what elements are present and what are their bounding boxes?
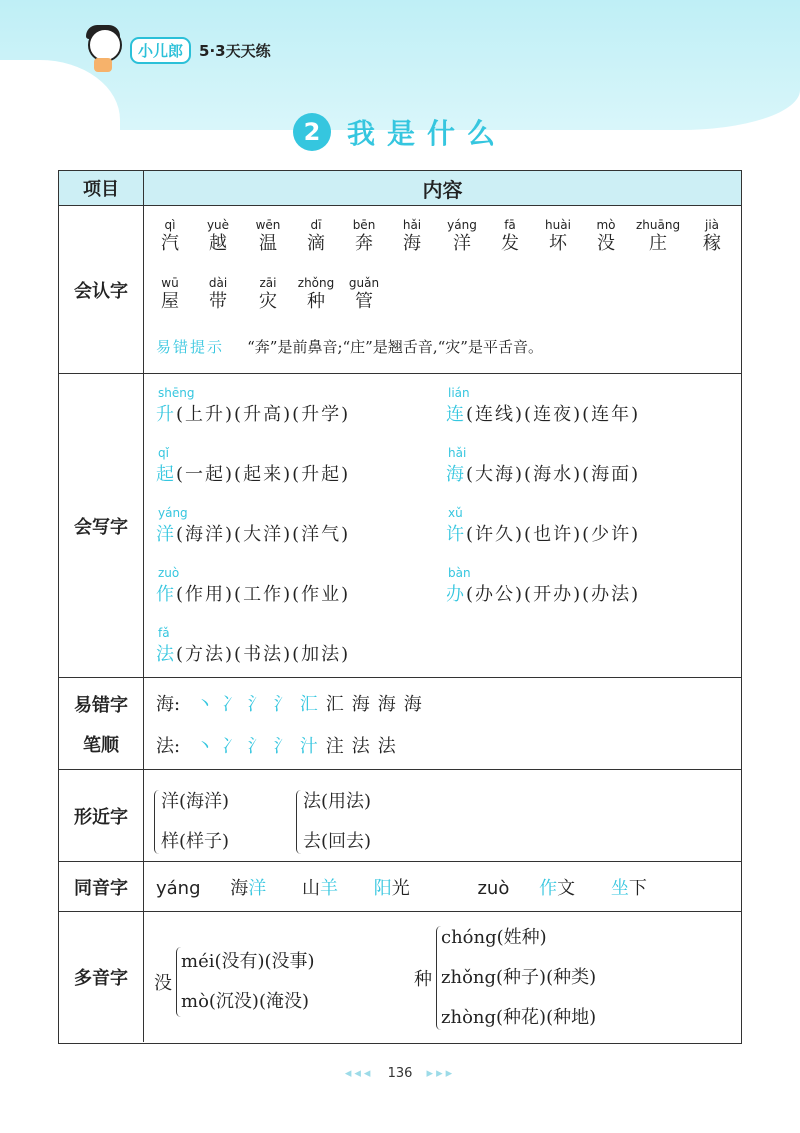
poly-1b: mò(沉没)(淹没) (181, 991, 309, 1012)
hanzi: 海 (403, 233, 421, 254)
pinyin: qì (164, 218, 176, 232)
stroke-step: 丶 (195, 694, 214, 715)
stroke-step: 汁 (299, 736, 318, 757)
recognize-char (148, 276, 192, 314)
hp-1b: 洋 (248, 878, 267, 899)
pinyin: guǎn (348, 276, 380, 290)
hai-char: 海: (156, 694, 181, 715)
recognize-char (196, 276, 240, 314)
hai-stroke-order (156, 690, 426, 716)
write-words: (一起)(起来)(升起) (176, 464, 351, 485)
hanzi: 庄 (649, 233, 667, 254)
pinyin: yáng (447, 218, 477, 232)
write-words: (上升)(升高)(升学) (176, 404, 351, 425)
write-item (156, 506, 350, 546)
pinyin: qǐ (158, 446, 169, 460)
hp-2b: 羊 (320, 878, 338, 899)
series-name: 5·3天天练 (199, 41, 271, 60)
pinyin: wēn (255, 218, 281, 232)
stroke-content (144, 678, 741, 770)
hp-4b: 文 (557, 878, 576, 899)
similar-group-1 (154, 782, 229, 862)
pinyin: yáng (158, 506, 188, 520)
fa-stroke-order (156, 732, 400, 758)
write-char: 法 (156, 644, 176, 665)
recognize-char (342, 218, 386, 256)
lesson-name: 我是什么 (346, 117, 507, 150)
homophone-py-1: yáng (156, 878, 201, 899)
hanzi: 滴 (307, 233, 325, 254)
stroke-row (59, 677, 741, 770)
poly-2a: chóng(姓种) (441, 927, 547, 948)
pinyin: bēn (352, 218, 376, 232)
similar-1a: 洋(海洋) (161, 791, 230, 812)
hp-4a: 作 (539, 878, 558, 899)
recognize-char (690, 218, 734, 256)
polyphone-label: 多音字 (59, 912, 144, 1042)
write-words: (连线)(连夜)(连年) (466, 404, 641, 425)
write-char: 许 (446, 524, 466, 545)
stroke-step: 氵 (247, 736, 266, 757)
pinyin: mò (596, 218, 616, 232)
hanzi: 汽 (161, 233, 179, 254)
hanzi: 发 (501, 233, 519, 254)
stroke-step: 汇 (325, 694, 344, 715)
pinyin: hǎi (402, 218, 422, 232)
stroke-step: 氵 (247, 694, 266, 715)
recognize-char (294, 218, 338, 256)
next-arrows-icon: ▸▸▸ (426, 1066, 456, 1081)
hanzi: 种 (307, 291, 325, 312)
stroke-step: 汇 (299, 694, 318, 715)
recognize-char (294, 276, 338, 314)
write-char: 洋 (156, 524, 176, 545)
stroke-step: 冫 (221, 736, 240, 757)
pinyin: yuè (206, 218, 230, 232)
hanzi: 越 (209, 233, 227, 254)
write-row (59, 373, 741, 678)
hanzi: 坏 (549, 233, 567, 254)
polyphone-row (59, 911, 741, 1042)
recognize-char (390, 218, 434, 256)
pinyin: wū (161, 276, 179, 290)
stroke-step: 冫 (221, 694, 240, 715)
recognize-row (59, 205, 741, 374)
stroke-step: 氵 (273, 694, 292, 715)
stroke-step: 海 (351, 694, 370, 715)
recognize-char (440, 218, 484, 256)
hanzi: 温 (259, 233, 277, 254)
pinyin: huài (545, 218, 571, 232)
write-label: 会写字 (59, 374, 144, 678)
pinyin: fā (504, 218, 516, 232)
write-words: (作用)(工作)(作业) (176, 584, 351, 605)
recognize-char (488, 218, 532, 256)
poly-2c: zhòng(种花)(种地) (441, 1007, 597, 1028)
stroke-step: 丶 (195, 736, 214, 757)
write-words: (海洋)(大洋)(洋气) (176, 524, 351, 545)
brace-icon (154, 790, 159, 854)
hanzi: 带 (209, 291, 227, 312)
poly-1a: méi(没有)(没事) (181, 951, 315, 972)
hp-5a: 坐 (610, 878, 629, 899)
recognize-char (148, 218, 192, 256)
write-content (144, 374, 741, 678)
similar-group-2 (296, 782, 371, 862)
pinyin: zāi (259, 276, 277, 290)
hp-2a: 山 (302, 878, 320, 899)
recognize-char (636, 218, 680, 256)
write-item (156, 446, 350, 486)
stroke-step: 氵 (273, 736, 292, 757)
pinyin: hǎi (448, 446, 467, 460)
stroke-step: 海 (377, 694, 396, 715)
recognize-char (246, 218, 290, 256)
stroke-label-1: 易错字 (74, 695, 128, 716)
recognize-char (196, 218, 240, 256)
pinyin: zhuāng (636, 218, 681, 232)
stroke-label (59, 678, 144, 770)
recognize-label: 会认字 (59, 206, 144, 374)
pinyin: fǎ (158, 626, 170, 640)
pinyin: zuò (158, 566, 180, 580)
recognize-char (246, 276, 290, 314)
similar-1b: 样(样子) (161, 831, 230, 852)
header-content: 内容 (144, 171, 741, 205)
homophone-py-2: zuò (477, 878, 510, 899)
write-item (446, 566, 640, 606)
fa-char: 法: (156, 736, 181, 757)
homophone-label: 同音字 (59, 862, 144, 912)
recognize-char (584, 218, 628, 256)
stroke-step: 法 (377, 736, 396, 757)
hp-3b: 光 (391, 878, 410, 899)
table-header (59, 171, 741, 205)
page-number: 136 (387, 1066, 413, 1081)
stroke-step: 注 (325, 736, 344, 757)
write-item (156, 386, 350, 426)
tip-text: “奔”是前鼻音;“庄”是翘舌音,“灾”是平舌音。 (247, 338, 543, 356)
error-tip (156, 336, 543, 357)
write-item (156, 626, 350, 666)
similar-row (59, 769, 741, 862)
stroke-step: 海 (403, 694, 422, 715)
lesson-number: 2 (293, 113, 331, 151)
poly-2b: zhǒng(种子)(种类) (441, 967, 597, 988)
header-item: 项目 (59, 171, 144, 205)
write-words: (大海)(海水)(海面) (466, 464, 641, 485)
hanzi: 洋 (453, 233, 471, 254)
homophone-row (59, 861, 741, 912)
hp-1a: 海 (230, 878, 249, 899)
write-words: (许久)(也许)(少许) (466, 524, 641, 545)
homophone-content (144, 862, 741, 912)
hanzi: 奔 (355, 233, 373, 254)
write-char: 连 (446, 404, 466, 425)
recognize-char (342, 276, 386, 314)
page-footer (0, 1066, 800, 1081)
recognize-content (144, 206, 741, 374)
write-item (156, 566, 350, 606)
write-char: 升 (156, 404, 176, 425)
lesson-title (0, 112, 800, 152)
pinyin: dī (310, 218, 322, 232)
similar-content (144, 770, 741, 862)
pinyin: dài (208, 276, 228, 290)
pinyin: jià (704, 218, 720, 232)
pinyin: shēng (158, 386, 195, 400)
hanzi: 灾 (259, 291, 277, 312)
similar-2a: 法(用法) (303, 791, 372, 812)
hanzi: 管 (355, 291, 373, 312)
write-char: 作 (156, 584, 176, 605)
hanzi: 稼 (703, 233, 721, 254)
write-char: 海 (446, 464, 466, 485)
write-char: 起 (156, 464, 176, 485)
stroke-step: 法 (351, 736, 370, 757)
brace-icon (296, 790, 301, 854)
prev-arrows-icon: ◂◂◂ (344, 1066, 374, 1081)
pinyin: lián (448, 386, 470, 400)
hp-5b: 下 (628, 878, 647, 899)
polyphone-char-2: 种 (414, 969, 432, 990)
pinyin: bàn (448, 566, 471, 580)
tip-tag: 易错提示 (156, 338, 225, 356)
pinyin: zhǒng (297, 276, 335, 290)
hp-3a: 阳 (373, 878, 392, 899)
similar-2b: 去(回去) (303, 831, 372, 852)
mascot-icon (84, 28, 122, 72)
write-item (446, 506, 640, 546)
stroke-label-2: 笔顺 (83, 735, 119, 756)
recognize-char (536, 218, 580, 256)
polyphone-content (144, 912, 741, 1042)
write-words: (办公)(开办)(办法) (466, 584, 641, 605)
write-item (446, 446, 640, 486)
brand-logo: 小儿郎 (130, 37, 191, 64)
book-header (84, 28, 271, 72)
summary-table (58, 170, 742, 1044)
hanzi: 屋 (161, 291, 179, 312)
pinyin: xǔ (448, 506, 463, 520)
polyphone-char-1: 没 (154, 973, 172, 994)
write-char: 办 (446, 584, 466, 605)
hanzi: 没 (597, 233, 615, 254)
similar-label: 形近字 (59, 770, 144, 862)
write-item (446, 386, 640, 426)
write-words: (方法)(书法)(加法) (176, 644, 351, 665)
